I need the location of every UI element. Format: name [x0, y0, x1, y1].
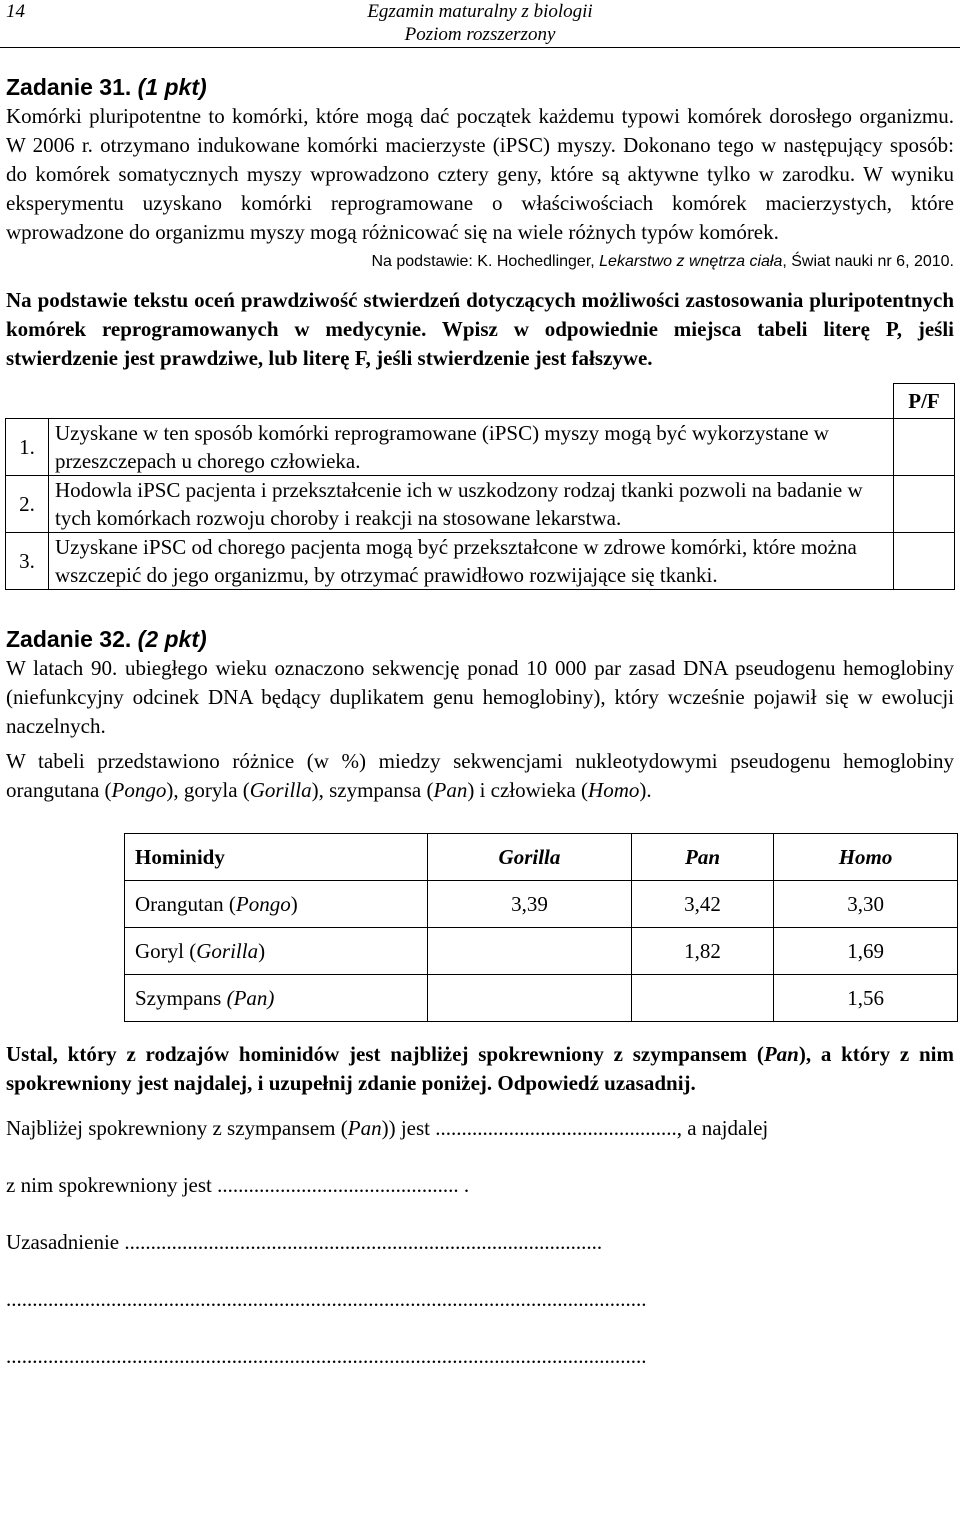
- answer-dots-line-1[interactable]: ..........................................................................................................................: [6, 1287, 647, 1311]
- page-header: [0, 0, 960, 46]
- pf-table-row: [6, 533, 955, 590]
- answer1-b: )) jest .............................................., a najdalej: [381, 1116, 769, 1140]
- para2-pongo: Pongo: [111, 778, 167, 802]
- answer-line-justification[interactable]: Uzasadnienie ...........................................................................................: [6, 1230, 603, 1254]
- pf-header-blank: [6, 384, 49, 419]
- dist-table-row: [125, 881, 958, 928]
- dist-cell: 3,39: [428, 881, 632, 928]
- true-false-table: [5, 383, 955, 590]
- pf-answer-cell-3[interactable]: [894, 533, 955, 590]
- dist-table-row: [125, 928, 958, 975]
- answer-line-closest[interactable]: [6, 1114, 954, 1143]
- dist-header-hominidy: Hominidy: [125, 834, 428, 881]
- row-latin: Pongo: [235, 891, 291, 916]
- pf-header-blank-2: [49, 384, 894, 419]
- task32-title: [6, 624, 954, 654]
- task32-para1: W latach 90. ubiegłego wieku oznaczono sekwencję ponad 10 000 par zasad DNA pseudogenu hemoglobiny (niefunkcyjny odcinek DNA będący duplikatem genu hemoglobiny), który wcześnie pojawił się w ewolucji naczelnych.: [6, 656, 954, 738]
- para2-e: ).: [639, 778, 652, 802]
- task31-intro-a: Komórki pluripotentne to komórki, które mogą dać początek każdemu typowi komórek dorosłego organizmu. W 2006 r. otrzymano indukowane komórki macierzyste (iPSC) myszy. Dokonano tego w następujący sposób: do komórek somatycznych myszy wprowadzono cztery geny, które są aktywne tylko w zarodku.: [6, 104, 954, 186]
- task31-points: (1 pkt): [137, 74, 207, 100]
- source-prefix: Na podstawie: K. Hochedlinger,: [371, 253, 600, 270]
- dist-row-label: [125, 928, 428, 975]
- statement-text: Hodowla iPSC pacjenta i przekształcenie ich w uszkodzony rodzaj tkanki pozwoli na badanie w tych komórkach rozwoju choroby i reakcji na stosowane lekarstwa.: [49, 476, 894, 533]
- answer1-pan: Pan: [347, 1116, 382, 1140]
- answer-line-farthest[interactable]: z nim spokrewniony jest .............................................. .: [6, 1173, 470, 1197]
- row-close: ): [258, 938, 266, 963]
- pf-table-header-row: [6, 384, 955, 419]
- para2-a: W tabeli przedstawiono różnice (w %) miedzy sekwencjami nukleotydowymi pseudogenu hemoglobiny orangutana (: [6, 749, 954, 802]
- para2-d: ) i człowieka (: [467, 778, 589, 802]
- page-number: 14: [6, 1, 25, 22]
- task32-para2: [6, 747, 954, 805]
- dist-row-label: [125, 975, 428, 1022]
- answer1-a: Najbliżej spokrewniony z szympansem (: [6, 1116, 348, 1140]
- statement-number: 1.: [6, 419, 49, 476]
- header-rule: [0, 47, 960, 48]
- task32-label: Zadanie 32.: [6, 626, 132, 652]
- instruction-a: Ustal, który z rodzajów hominidów jest najbliżej spokrewniony z szympansem (: [6, 1042, 764, 1066]
- dist-cell: 1,56: [774, 975, 958, 1022]
- row-name: Goryl (: [135, 938, 197, 963]
- row-latin: Gorilla: [196, 938, 259, 963]
- para2-c: ), szympansa (: [311, 778, 434, 802]
- task31-label: Zadanie 31.: [6, 74, 132, 100]
- statement-number: 3.: [6, 533, 49, 590]
- pf-table-row: [6, 476, 955, 533]
- para2-b: ), goryla (: [166, 778, 250, 802]
- dist-header-homo: Homo: [774, 834, 958, 881]
- pf-answer-cell-1[interactable]: [894, 419, 955, 476]
- dist-cell: [631, 975, 773, 1022]
- dist-header-pan: Pan: [631, 834, 773, 881]
- task31-intro-b: W wyniku eksperymentu uzyskano komórki reprogramowane o właściwościach komórek macierzystych, które wprowadzone do organizmu myszy mogą różnicować się na wiele różnych typów komórek.: [6, 162, 954, 244]
- task31-title: [6, 72, 954, 102]
- task31-source: [6, 250, 954, 274]
- row-close: ): [290, 891, 298, 916]
- row-name: Orangutan (: [135, 891, 236, 916]
- dist-row-label: [125, 881, 428, 928]
- source-title: Lekarstwo z wnętrza ciała: [599, 253, 783, 270]
- dist-header-gorilla: Gorilla: [428, 834, 632, 881]
- source-suffix: , Świat nauki nr 6, 2010.: [782, 253, 954, 270]
- task32-points: (2 pkt): [137, 626, 207, 652]
- task31-intro: [6, 102, 954, 247]
- exam-title: Egzamin maturalny z biologii: [367, 1, 593, 22]
- dist-table-row: [125, 975, 958, 1022]
- dist-cell: 1,69: [774, 928, 958, 975]
- dist-cell: 1,82: [631, 928, 773, 975]
- dist-cell: 3,30: [774, 881, 958, 928]
- para2-homo: Homo: [588, 778, 640, 802]
- task31-instruction: Na podstawie tekstu oceń prawdziwość stwierdzeń dotyczących możliwości zastosowania pluripotentnych komórek reprogramowanych w medycynie. Wpisz w odpowiednie miejsca tabeli literę P, jeśli stwierdzenie jest prawdziwe, lub literę F, jeśli stwierdzenie jest fałszywe.: [6, 288, 954, 370]
- dist-cell: 3,42: [631, 881, 773, 928]
- task32-instruction: [6, 1040, 954, 1098]
- pf-answer-cell-2[interactable]: [894, 476, 955, 533]
- dist-cell: [428, 928, 632, 975]
- answer-dots-line-2[interactable]: ..........................................................................................................................: [6, 1344, 647, 1368]
- statement-text: Uzyskane iPSC od chorego pacjenta mogą być przekształcone w zdrowe komórki, które można wszczepić do jego organizmu, by otrzymać prawidłowo rozwijające się tkanki.: [49, 533, 894, 590]
- instruction-b: ), a który z nim spokrewniony jest najdalej, i uzupełnij zdanie poniżej. Odpowiedź uzasadnij.: [6, 1042, 954, 1095]
- pf-column-header: P/F: [894, 384, 955, 419]
- para2-pan: Pan: [433, 778, 468, 802]
- exam-level: Poziom rozszerzony: [404, 24, 556, 45]
- dist-table-header-row: [125, 834, 958, 881]
- dist-cell: [428, 975, 632, 1022]
- statement-number: 2.: [6, 476, 49, 533]
- row-name: Szympans: [135, 985, 227, 1010]
- pf-table-row: [6, 419, 955, 476]
- statement-text: Uzyskane w ten sposób komórki reprogramowane (iPSC) myszy mogą być wykorzystane w przeszczepach u chorego człowieka.: [49, 419, 894, 476]
- row-latin: (Pan): [226, 985, 275, 1010]
- instruction-pan: Pan: [763, 1042, 799, 1066]
- sequence-difference-table: [124, 833, 958, 1022]
- page-content: [6, 72, 954, 1371]
- para2-gorilla: Gorilla: [249, 778, 312, 802]
